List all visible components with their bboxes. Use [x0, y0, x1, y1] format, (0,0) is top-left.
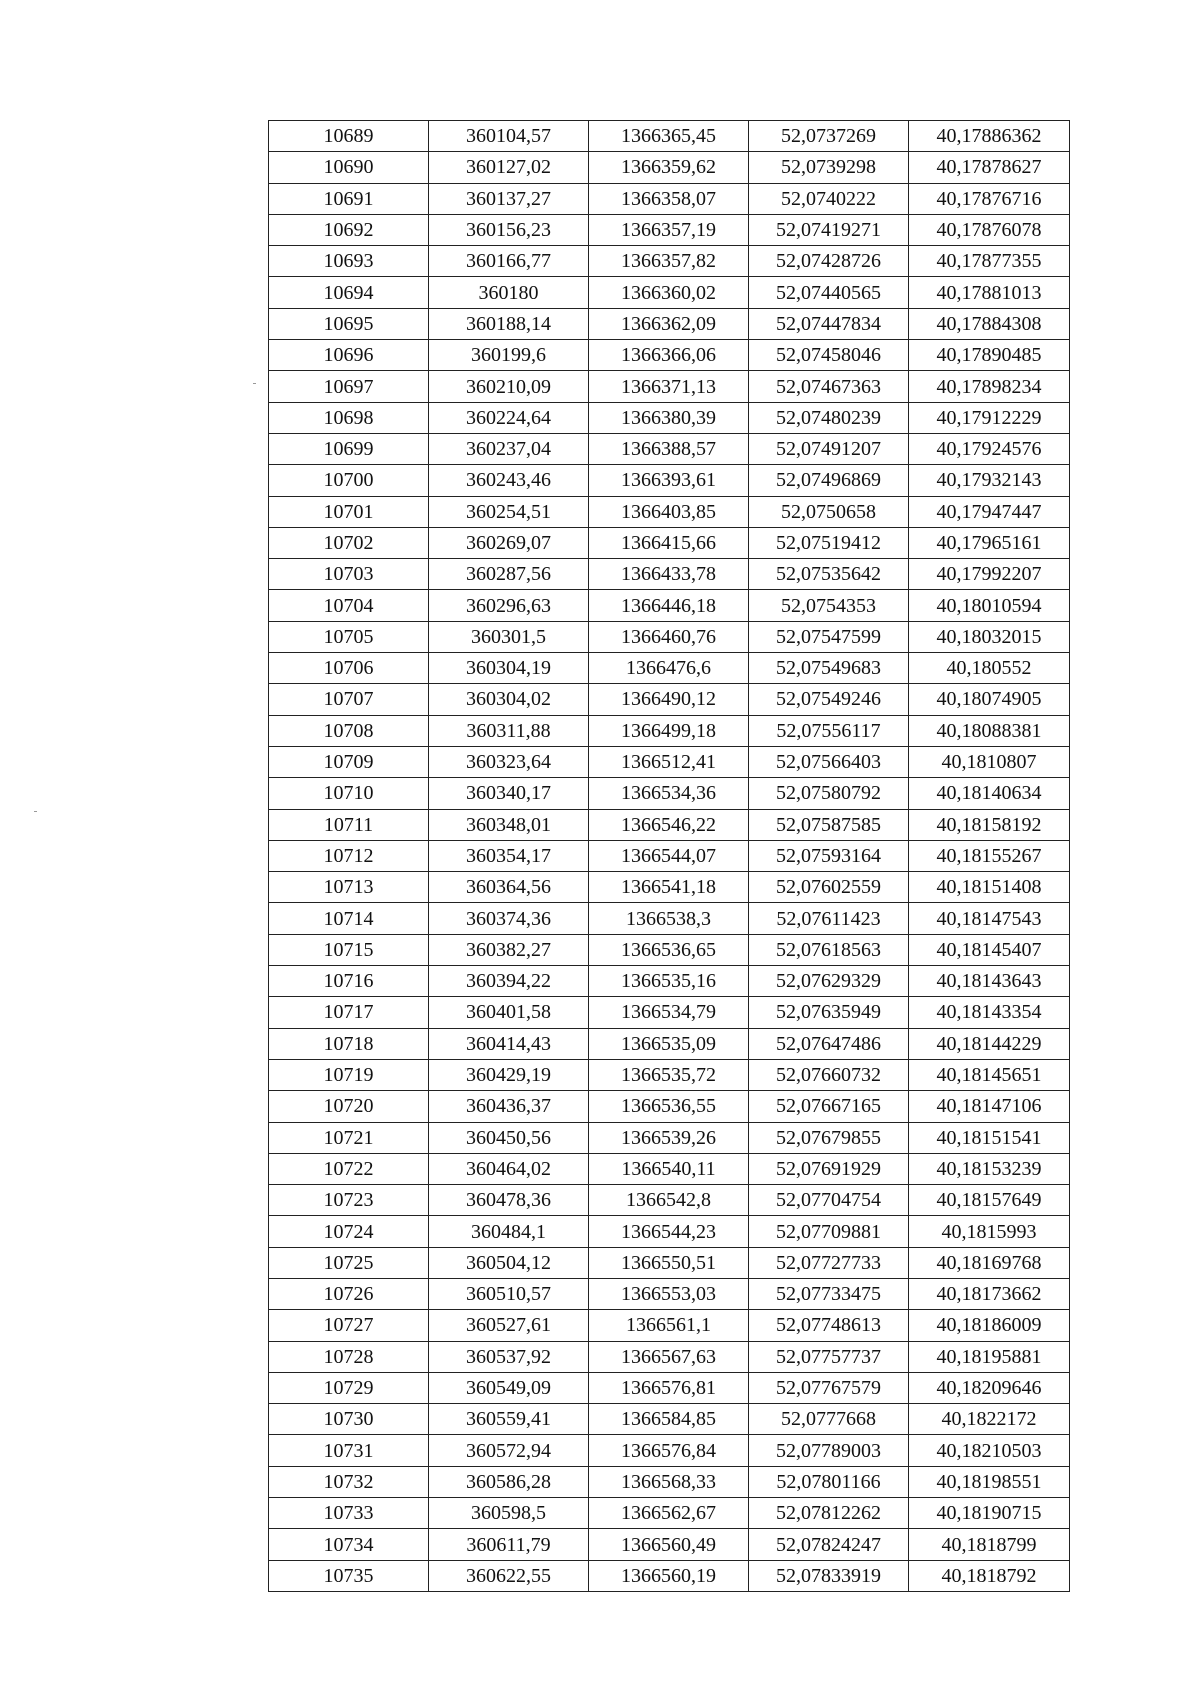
- table-row: [269, 966, 1070, 997]
- table-row: [269, 621, 1070, 652]
- x-coordinate-cell: 360301,5: [429, 621, 589, 652]
- x-coordinate-cell: 360450,56: [429, 1122, 589, 1153]
- longitude-cell: 40,18151408: [909, 872, 1070, 903]
- longitude-cell: 40,18151541: [909, 1122, 1070, 1153]
- x-coordinate-cell: 360429,19: [429, 1059, 589, 1090]
- latitude-cell: 52,07709881: [749, 1216, 909, 1247]
- point-number-cell: 10731: [269, 1435, 429, 1466]
- table-row: [269, 684, 1070, 715]
- latitude-cell: 52,07704754: [749, 1185, 909, 1216]
- longitude-cell: 40,1810807: [909, 746, 1070, 777]
- y-coordinate-cell: 1366584,85: [589, 1404, 749, 1435]
- point-number-cell: 10727: [269, 1310, 429, 1341]
- table-row: [269, 1435, 1070, 1466]
- latitude-cell: 52,07549246: [749, 684, 909, 715]
- y-coordinate-cell: 1366357,19: [589, 214, 749, 245]
- x-coordinate-cell: 360254,51: [429, 496, 589, 527]
- x-coordinate-cell: 360549,09: [429, 1372, 589, 1403]
- x-coordinate-cell: 360374,36: [429, 903, 589, 934]
- y-coordinate-cell: 1366358,07: [589, 183, 749, 214]
- longitude-cell: 40,18145651: [909, 1059, 1070, 1090]
- x-coordinate-cell: 360237,04: [429, 433, 589, 464]
- longitude-cell: 40,180552: [909, 653, 1070, 684]
- table-row: [269, 1059, 1070, 1090]
- latitude-cell: 52,07691929: [749, 1153, 909, 1184]
- y-coordinate-cell: 1366576,81: [589, 1372, 749, 1403]
- table-row: [269, 308, 1070, 339]
- latitude-cell: 52,07458046: [749, 340, 909, 371]
- point-number-cell: 10710: [269, 778, 429, 809]
- table-row: [269, 809, 1070, 840]
- x-coordinate-cell: 360348,01: [429, 809, 589, 840]
- longitude-cell: 40,17992207: [909, 559, 1070, 590]
- point-number-cell: 10718: [269, 1028, 429, 1059]
- point-number-cell: 10734: [269, 1529, 429, 1560]
- x-coordinate-cell: 360527,61: [429, 1310, 589, 1341]
- table-row: [269, 653, 1070, 684]
- point-number-cell: 10716: [269, 966, 429, 997]
- longitude-cell: 40,18190715: [909, 1498, 1070, 1529]
- y-coordinate-cell: 1366357,82: [589, 246, 749, 277]
- y-coordinate-cell: 1366499,18: [589, 715, 749, 746]
- longitude-cell: 40,18147106: [909, 1091, 1070, 1122]
- x-coordinate-cell: 360287,56: [429, 559, 589, 590]
- point-number-cell: 10712: [269, 840, 429, 871]
- x-coordinate-cell: 360559,41: [429, 1404, 589, 1435]
- table-row: [269, 1341, 1070, 1372]
- table-row: [269, 152, 1070, 183]
- x-coordinate-cell: 360104,57: [429, 121, 589, 152]
- longitude-cell: 40,1822172: [909, 1404, 1070, 1435]
- latitude-cell: 52,0740222: [749, 183, 909, 214]
- longitude-cell: 40,18186009: [909, 1310, 1070, 1341]
- point-number-cell: 10730: [269, 1404, 429, 1435]
- table-row: [269, 1466, 1070, 1497]
- table-row: [269, 465, 1070, 496]
- latitude-cell: 52,07789003: [749, 1435, 909, 1466]
- longitude-cell: 40,17886362: [909, 121, 1070, 152]
- y-coordinate-cell: 1366544,07: [589, 840, 749, 871]
- point-number-cell: 10696: [269, 340, 429, 371]
- x-coordinate-cell: 360382,27: [429, 934, 589, 965]
- point-number-cell: 10708: [269, 715, 429, 746]
- x-coordinate-cell: 360354,17: [429, 840, 589, 871]
- y-coordinate-cell: 1366540,11: [589, 1153, 749, 1184]
- point-number-cell: 10706: [269, 653, 429, 684]
- point-number-cell: 10726: [269, 1278, 429, 1309]
- y-coordinate-cell: 1366362,09: [589, 308, 749, 339]
- table-row: [269, 903, 1070, 934]
- x-coordinate-cell: 360586,28: [429, 1466, 589, 1497]
- latitude-cell: 52,0754353: [749, 590, 909, 621]
- point-number-cell: 10704: [269, 590, 429, 621]
- table-row: [269, 1122, 1070, 1153]
- y-coordinate-cell: 1366560,49: [589, 1529, 749, 1560]
- x-coordinate-cell: 360137,27: [429, 183, 589, 214]
- latitude-cell: 52,07580792: [749, 778, 909, 809]
- longitude-cell: 40,18144229: [909, 1028, 1070, 1059]
- table-row: [269, 183, 1070, 214]
- latitude-cell: 52,07467363: [749, 371, 909, 402]
- longitude-cell: 40,1815993: [909, 1216, 1070, 1247]
- y-coordinate-cell: 1366476,6: [589, 653, 749, 684]
- latitude-cell: 52,07593164: [749, 840, 909, 871]
- y-coordinate-cell: 1366550,51: [589, 1247, 749, 1278]
- longitude-cell: 40,18173662: [909, 1278, 1070, 1309]
- table-row: [269, 402, 1070, 433]
- y-coordinate-cell: 1366365,45: [589, 121, 749, 152]
- point-number-cell: 10713: [269, 872, 429, 903]
- x-coordinate-cell: 360127,02: [429, 152, 589, 183]
- x-coordinate-cell: 360464,02: [429, 1153, 589, 1184]
- x-coordinate-cell: 360210,09: [429, 371, 589, 402]
- x-coordinate-cell: 360269,07: [429, 527, 589, 558]
- longitude-cell: 40,18143354: [909, 997, 1070, 1028]
- x-coordinate-cell: 360340,17: [429, 778, 589, 809]
- point-number-cell: 10694: [269, 277, 429, 308]
- latitude-cell: 52,07611423: [749, 903, 909, 934]
- longitude-cell: 40,18198551: [909, 1466, 1070, 1497]
- latitude-cell: 52,07556117: [749, 715, 909, 746]
- x-coordinate-cell: 360166,77: [429, 246, 589, 277]
- longitude-cell: 40,17898234: [909, 371, 1070, 402]
- latitude-cell: 52,0739298: [749, 152, 909, 183]
- y-coordinate-cell: 1366553,03: [589, 1278, 749, 1309]
- point-number-cell: 10720: [269, 1091, 429, 1122]
- longitude-cell: 40,17890485: [909, 340, 1070, 371]
- coordinates-table-body: [269, 121, 1070, 1592]
- table-row: [269, 433, 1070, 464]
- point-number-cell: 10698: [269, 402, 429, 433]
- x-coordinate-cell: 360401,58: [429, 997, 589, 1028]
- y-coordinate-cell: 1366534,36: [589, 778, 749, 809]
- table-row: [269, 214, 1070, 245]
- x-coordinate-cell: 360510,57: [429, 1278, 589, 1309]
- latitude-cell: 52,07629329: [749, 966, 909, 997]
- longitude-cell: 40,18157649: [909, 1185, 1070, 1216]
- longitude-cell: 40,18088381: [909, 715, 1070, 746]
- x-coordinate-cell: 360323,64: [429, 746, 589, 777]
- table-row: [269, 1091, 1070, 1122]
- y-coordinate-cell: 1366544,23: [589, 1216, 749, 1247]
- x-coordinate-cell: 360598,5: [429, 1498, 589, 1529]
- x-coordinate-cell: 360537,92: [429, 1341, 589, 1372]
- point-number-cell: 10689: [269, 121, 429, 152]
- y-coordinate-cell: 1366534,79: [589, 997, 749, 1028]
- point-number-cell: 10723: [269, 1185, 429, 1216]
- latitude-cell: 52,07491207: [749, 433, 909, 464]
- longitude-cell: 40,18158192: [909, 809, 1070, 840]
- longitude-cell: 40,17881013: [909, 277, 1070, 308]
- y-coordinate-cell: 1366415,66: [589, 527, 749, 558]
- point-number-cell: 10697: [269, 371, 429, 402]
- latitude-cell: 52,07587585: [749, 809, 909, 840]
- point-number-cell: 10728: [269, 1341, 429, 1372]
- y-coordinate-cell: 1366360,02: [589, 277, 749, 308]
- table-row: [269, 1028, 1070, 1059]
- y-coordinate-cell: 1366380,39: [589, 402, 749, 433]
- table-row: [269, 1310, 1070, 1341]
- longitude-cell: 40,17912229: [909, 402, 1070, 433]
- longitude-cell: 40,18032015: [909, 621, 1070, 652]
- x-coordinate-cell: 360296,63: [429, 590, 589, 621]
- latitude-cell: 52,0737269: [749, 121, 909, 152]
- latitude-cell: 52,07748613: [749, 1310, 909, 1341]
- x-coordinate-cell: 360188,14: [429, 308, 589, 339]
- x-coordinate-cell: 360199,6: [429, 340, 589, 371]
- latitude-cell: 52,07833919: [749, 1560, 909, 1591]
- table-row: [269, 746, 1070, 777]
- table-row: [269, 1278, 1070, 1309]
- y-coordinate-cell: 1366371,13: [589, 371, 749, 402]
- y-coordinate-cell: 1366576,84: [589, 1435, 749, 1466]
- table-row: [269, 1404, 1070, 1435]
- scan-speck: [34, 811, 37, 812]
- x-coordinate-cell: 360436,37: [429, 1091, 589, 1122]
- longitude-cell: 40,17876716: [909, 183, 1070, 214]
- latitude-cell: 52,07447834: [749, 308, 909, 339]
- latitude-cell: 52,07480239: [749, 402, 909, 433]
- y-coordinate-cell: 1366536,55: [589, 1091, 749, 1122]
- latitude-cell: 52,07727733: [749, 1247, 909, 1278]
- table-row: [269, 1247, 1070, 1278]
- point-number-cell: 10703: [269, 559, 429, 590]
- point-number-cell: 10702: [269, 527, 429, 558]
- longitude-cell: 40,18140634: [909, 778, 1070, 809]
- y-coordinate-cell: 1366568,33: [589, 1466, 749, 1497]
- x-coordinate-cell: 360622,55: [429, 1560, 589, 1591]
- x-coordinate-cell: 360478,36: [429, 1185, 589, 1216]
- latitude-cell: 52,07602559: [749, 872, 909, 903]
- table-row: [269, 371, 1070, 402]
- latitude-cell: 52,07679855: [749, 1122, 909, 1153]
- longitude-cell: 40,17877355: [909, 246, 1070, 277]
- point-number-cell: 10735: [269, 1560, 429, 1591]
- coordinates-table: [268, 120, 1070, 1592]
- table-row: [269, 527, 1070, 558]
- x-coordinate-cell: 360572,94: [429, 1435, 589, 1466]
- x-coordinate-cell: 360224,64: [429, 402, 589, 433]
- y-coordinate-cell: 1366560,19: [589, 1560, 749, 1591]
- point-number-cell: 10719: [269, 1059, 429, 1090]
- longitude-cell: 40,18147543: [909, 903, 1070, 934]
- y-coordinate-cell: 1366460,76: [589, 621, 749, 652]
- table-row: [269, 715, 1070, 746]
- point-number-cell: 10732: [269, 1466, 429, 1497]
- table-row: [269, 246, 1070, 277]
- x-coordinate-cell: 360243,46: [429, 465, 589, 496]
- x-coordinate-cell: 360311,88: [429, 715, 589, 746]
- y-coordinate-cell: 1366535,16: [589, 966, 749, 997]
- x-coordinate-cell: 360611,79: [429, 1529, 589, 1560]
- table-row: [269, 1153, 1070, 1184]
- latitude-cell: 52,07660732: [749, 1059, 909, 1090]
- x-coordinate-cell: 360394,22: [429, 966, 589, 997]
- point-number-cell: 10705: [269, 621, 429, 652]
- longitude-cell: 40,17947447: [909, 496, 1070, 527]
- latitude-cell: 52,0777668: [749, 1404, 909, 1435]
- scan-speck: [253, 383, 256, 384]
- table-row: [269, 840, 1070, 871]
- latitude-cell: 52,07757737: [749, 1341, 909, 1372]
- table-row: [269, 1216, 1070, 1247]
- longitude-cell: 40,17924576: [909, 433, 1070, 464]
- longitude-cell: 40,1818792: [909, 1560, 1070, 1591]
- latitude-cell: 52,07667165: [749, 1091, 909, 1122]
- latitude-cell: 52,07535642: [749, 559, 909, 590]
- y-coordinate-cell: 1366538,3: [589, 903, 749, 934]
- y-coordinate-cell: 1366535,09: [589, 1028, 749, 1059]
- longitude-cell: 40,1818799: [909, 1529, 1070, 1560]
- longitude-cell: 40,18210503: [909, 1435, 1070, 1466]
- point-number-cell: 10691: [269, 183, 429, 214]
- x-coordinate-cell: 360504,12: [429, 1247, 589, 1278]
- latitude-cell: 52,07647486: [749, 1028, 909, 1059]
- longitude-cell: 40,18155267: [909, 840, 1070, 871]
- y-coordinate-cell: 1366536,65: [589, 934, 749, 965]
- latitude-cell: 52,07428726: [749, 246, 909, 277]
- table-row: [269, 277, 1070, 308]
- longitude-cell: 40,17876078: [909, 214, 1070, 245]
- longitude-cell: 40,18169768: [909, 1247, 1070, 1278]
- x-coordinate-cell: 360484,1: [429, 1216, 589, 1247]
- table-row: [269, 1529, 1070, 1560]
- y-coordinate-cell: 1366541,18: [589, 872, 749, 903]
- y-coordinate-cell: 1366562,67: [589, 1498, 749, 1529]
- point-number-cell: 10700: [269, 465, 429, 496]
- longitude-cell: 40,17884308: [909, 308, 1070, 339]
- table-row: [269, 1185, 1070, 1216]
- table-row: [269, 496, 1070, 527]
- table-row: [269, 590, 1070, 621]
- x-coordinate-cell: 360304,02: [429, 684, 589, 715]
- point-number-cell: 10695: [269, 308, 429, 339]
- point-number-cell: 10709: [269, 746, 429, 777]
- y-coordinate-cell: 1366403,85: [589, 496, 749, 527]
- latitude-cell: 52,07440565: [749, 277, 909, 308]
- latitude-cell: 52,07419271: [749, 214, 909, 245]
- latitude-cell: 52,07496869: [749, 465, 909, 496]
- table-row: [269, 559, 1070, 590]
- x-coordinate-cell: 360414,43: [429, 1028, 589, 1059]
- latitude-cell: 52,07549683: [749, 653, 909, 684]
- longitude-cell: 40,17878627: [909, 152, 1070, 183]
- y-coordinate-cell: 1366388,57: [589, 433, 749, 464]
- table-row: [269, 872, 1070, 903]
- latitude-cell: 52,07635949: [749, 997, 909, 1028]
- longitude-cell: 40,18143643: [909, 966, 1070, 997]
- point-number-cell: 10729: [269, 1372, 429, 1403]
- y-coordinate-cell: 1366512,41: [589, 746, 749, 777]
- point-number-cell: 10721: [269, 1122, 429, 1153]
- y-coordinate-cell: 1366393,61: [589, 465, 749, 496]
- table-row: [269, 121, 1070, 152]
- point-number-cell: 10715: [269, 934, 429, 965]
- longitude-cell: 40,18195881: [909, 1341, 1070, 1372]
- table-row: [269, 934, 1070, 965]
- x-coordinate-cell: 360156,23: [429, 214, 589, 245]
- longitude-cell: 40,18074905: [909, 684, 1070, 715]
- x-coordinate-cell: 360304,19: [429, 653, 589, 684]
- y-coordinate-cell: 1366539,26: [589, 1122, 749, 1153]
- y-coordinate-cell: 1366446,18: [589, 590, 749, 621]
- point-number-cell: 10725: [269, 1247, 429, 1278]
- latitude-cell: 52,07824247: [749, 1529, 909, 1560]
- point-number-cell: 10722: [269, 1153, 429, 1184]
- y-coordinate-cell: 1366567,63: [589, 1341, 749, 1372]
- point-number-cell: 10693: [269, 246, 429, 277]
- x-coordinate-cell: 360180: [429, 277, 589, 308]
- y-coordinate-cell: 1366542,8: [589, 1185, 749, 1216]
- point-number-cell: 10707: [269, 684, 429, 715]
- point-number-cell: 10711: [269, 809, 429, 840]
- y-coordinate-cell: 1366535,72: [589, 1059, 749, 1090]
- latitude-cell: 52,07566403: [749, 746, 909, 777]
- table-row: [269, 1560, 1070, 1591]
- latitude-cell: 52,07519412: [749, 527, 909, 558]
- latitude-cell: 52,07801166: [749, 1466, 909, 1497]
- point-number-cell: 10699: [269, 433, 429, 464]
- point-number-cell: 10701: [269, 496, 429, 527]
- point-number-cell: 10724: [269, 1216, 429, 1247]
- point-number-cell: 10690: [269, 152, 429, 183]
- table-row: [269, 1372, 1070, 1403]
- latitude-cell: 52,07547599: [749, 621, 909, 652]
- latitude-cell: 52,0750658: [749, 496, 909, 527]
- longitude-cell: 40,18153239: [909, 1153, 1070, 1184]
- point-number-cell: 10733: [269, 1498, 429, 1529]
- y-coordinate-cell: 1366359,62: [589, 152, 749, 183]
- y-coordinate-cell: 1366490,12: [589, 684, 749, 715]
- point-number-cell: 10717: [269, 997, 429, 1028]
- latitude-cell: 52,07812262: [749, 1498, 909, 1529]
- longitude-cell: 40,17932143: [909, 465, 1070, 496]
- longitude-cell: 40,18010594: [909, 590, 1070, 621]
- table-row: [269, 1498, 1070, 1529]
- latitude-cell: 52,07767579: [749, 1372, 909, 1403]
- latitude-cell: 52,07733475: [749, 1278, 909, 1309]
- table-row: [269, 997, 1070, 1028]
- table-row: [269, 778, 1070, 809]
- longitude-cell: 40,17965161: [909, 527, 1070, 558]
- y-coordinate-cell: 1366366,06: [589, 340, 749, 371]
- longitude-cell: 40,18145407: [909, 934, 1070, 965]
- latitude-cell: 52,07618563: [749, 934, 909, 965]
- point-number-cell: 10714: [269, 903, 429, 934]
- table-row: [269, 340, 1070, 371]
- y-coordinate-cell: 1366546,22: [589, 809, 749, 840]
- longitude-cell: 40,18209646: [909, 1372, 1070, 1403]
- point-number-cell: 10692: [269, 214, 429, 245]
- y-coordinate-cell: 1366561,1: [589, 1310, 749, 1341]
- y-coordinate-cell: 1366433,78: [589, 559, 749, 590]
- x-coordinate-cell: 360364,56: [429, 872, 589, 903]
